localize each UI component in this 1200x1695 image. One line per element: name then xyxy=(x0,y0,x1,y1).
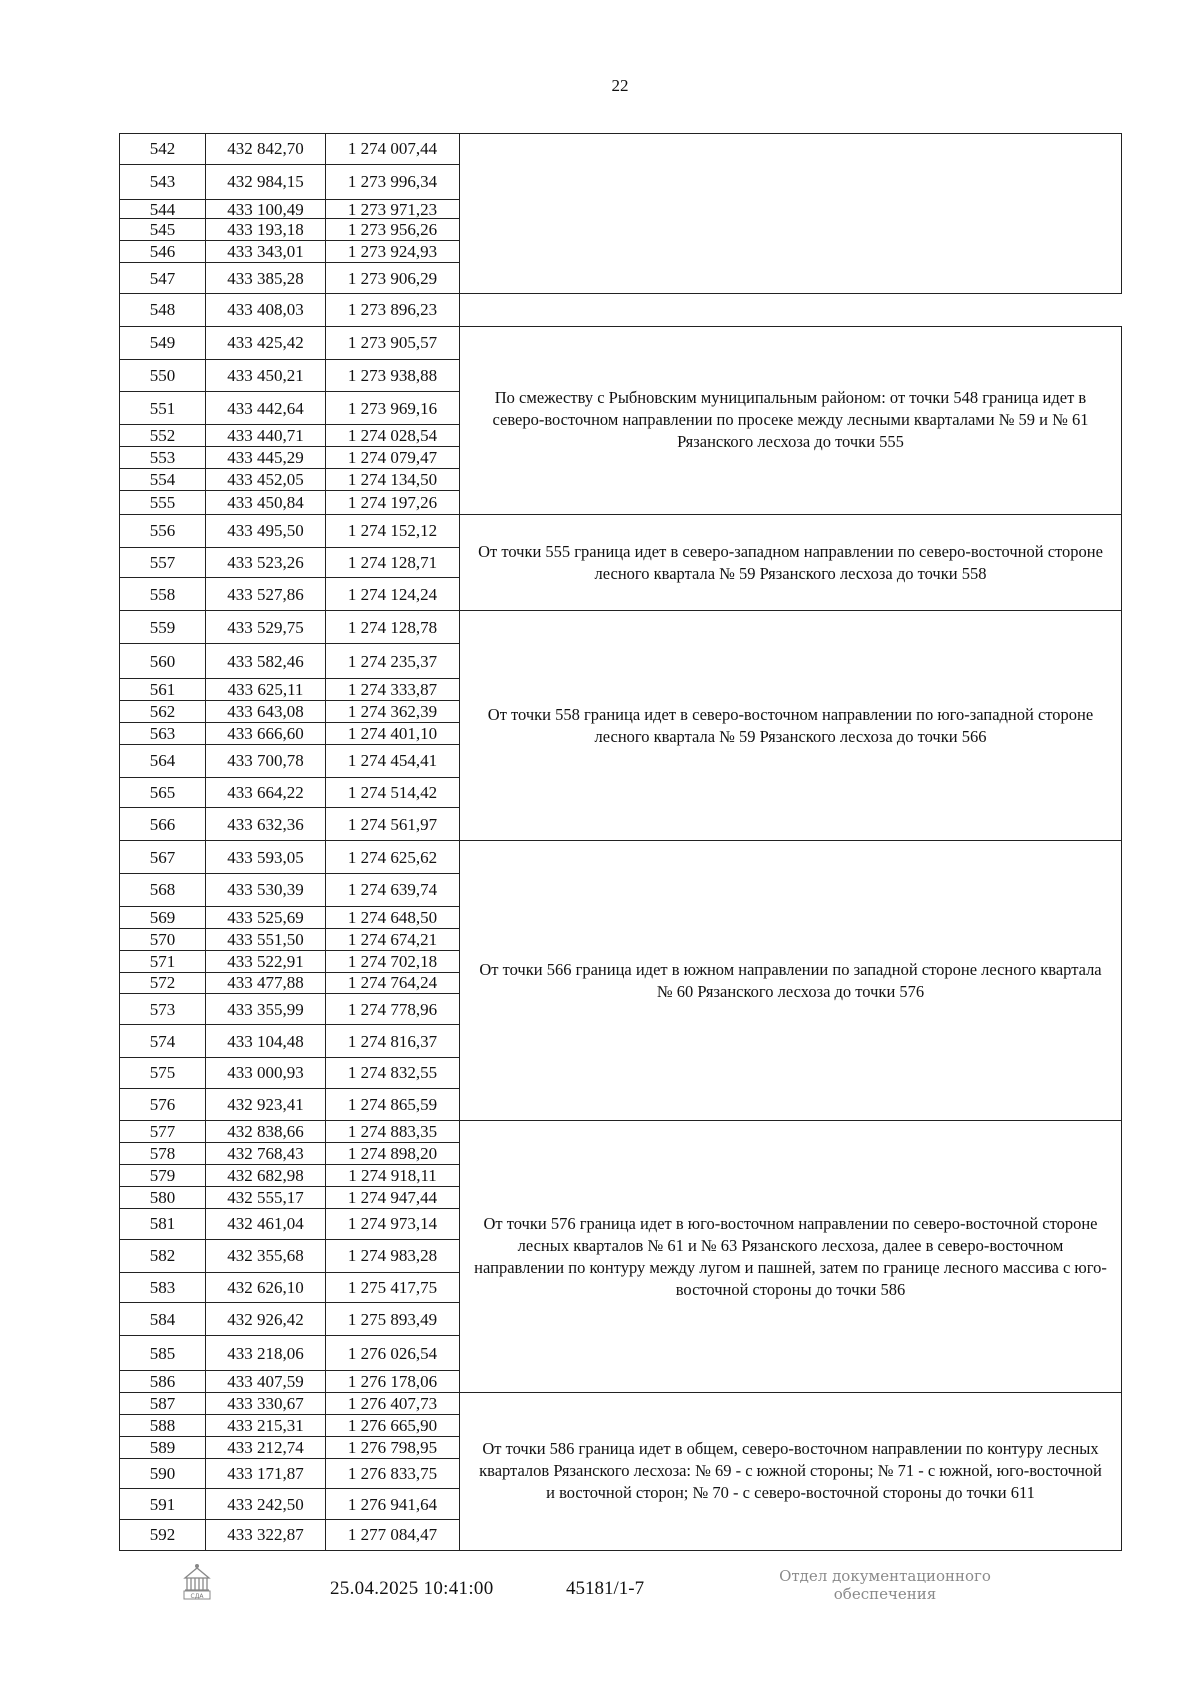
point-number-cell: 567 xyxy=(120,841,206,874)
y-coordinate-cell: 1 274 079,47 xyxy=(326,447,460,469)
point-number-cell: 570 xyxy=(120,928,206,950)
y-coordinate-cell: 1 274 007,44 xyxy=(326,134,460,165)
x-coordinate-cell: 433 477,88 xyxy=(206,972,326,994)
department-stamp: Отдел документационного обеспечения xyxy=(779,1567,991,1603)
point-number-cell: 585 xyxy=(120,1336,206,1371)
table-row xyxy=(120,514,1122,547)
y-coordinate-cell: 1 276 407,73 xyxy=(326,1392,460,1414)
point-number-cell: 584 xyxy=(120,1303,206,1336)
boundary-description-cell: От точки 558 граница идет в северо-восточном направлении по юго-западной стороне лесного квартала № 59 Рязанского лесхоза до точки 566 xyxy=(460,611,1122,841)
point-number-cell: 552 xyxy=(120,425,206,447)
y-coordinate-cell: 1 276 026,54 xyxy=(326,1336,460,1371)
coordinates-table xyxy=(119,133,1122,1551)
point-number-cell: 548 xyxy=(120,293,206,326)
point-number-cell: 576 xyxy=(120,1088,206,1121)
x-coordinate-cell: 433 193,18 xyxy=(206,219,326,241)
y-coordinate-cell: 1 274 514,42 xyxy=(326,777,460,808)
x-coordinate-cell: 433 385,28 xyxy=(206,263,326,294)
y-coordinate-cell: 1 273 969,16 xyxy=(326,392,460,425)
x-coordinate-cell: 433 530,39 xyxy=(206,874,326,907)
x-coordinate-cell: 432 682,98 xyxy=(206,1165,326,1187)
y-coordinate-cell: 1 276 798,95 xyxy=(326,1436,460,1458)
point-number-cell: 545 xyxy=(120,219,206,241)
boundary-description-cell: От точки 576 граница идет в юго-восточном направлении по северо-восточной стороне лесных кварталов № 61 и № 63 Рязанского лесхоза, далее в северо-восточном направлении по контуру между лугом и пашней, затем по границе лесного массива с юго-восточной стороны до точки 586 xyxy=(460,1121,1122,1392)
y-coordinate-cell: 1 273 906,29 xyxy=(326,263,460,294)
y-coordinate-cell: 1 273 971,23 xyxy=(326,199,460,219)
y-coordinate-cell: 1 274 639,74 xyxy=(326,874,460,907)
point-number-cell: 561 xyxy=(120,679,206,701)
table-row xyxy=(120,326,1122,359)
y-coordinate-cell: 1 274 134,50 xyxy=(326,468,460,490)
x-coordinate-cell: 432 555,17 xyxy=(206,1187,326,1209)
x-coordinate-cell: 433 215,31 xyxy=(206,1414,326,1436)
x-coordinate-cell: 432 355,68 xyxy=(206,1239,326,1272)
x-coordinate-cell: 433 527,86 xyxy=(206,578,326,611)
y-coordinate-cell: 1 274 764,24 xyxy=(326,972,460,994)
y-coordinate-cell: 1 274 898,20 xyxy=(326,1143,460,1165)
coordinates-table-wrapper xyxy=(119,133,1121,1551)
point-number-cell: 589 xyxy=(120,1436,206,1458)
x-coordinate-cell: 432 768,43 xyxy=(206,1143,326,1165)
x-coordinate-cell: 433 100,49 xyxy=(206,199,326,219)
point-number-cell: 549 xyxy=(120,326,206,359)
y-coordinate-cell: 1 274 983,28 xyxy=(326,1239,460,1272)
point-number-cell: 557 xyxy=(120,547,206,578)
point-number-cell: 558 xyxy=(120,578,206,611)
x-coordinate-cell: 432 838,66 xyxy=(206,1121,326,1143)
x-coordinate-cell: 433 218,06 xyxy=(206,1336,326,1371)
x-coordinate-cell: 433 442,64 xyxy=(206,392,326,425)
x-coordinate-cell: 433 355,99 xyxy=(206,994,326,1025)
x-coordinate-cell: 433 322,87 xyxy=(206,1519,326,1550)
point-number-cell: 550 xyxy=(120,359,206,392)
y-coordinate-cell: 1 273 938,88 xyxy=(326,359,460,392)
point-number-cell: 554 xyxy=(120,468,206,490)
y-coordinate-cell: 1 273 956,26 xyxy=(326,219,460,241)
page-number: 22 xyxy=(611,76,629,95)
y-coordinate-cell: 1 275 417,75 xyxy=(326,1272,460,1303)
y-coordinate-cell: 1 277 084,47 xyxy=(326,1519,460,1550)
x-coordinate-cell: 433 700,78 xyxy=(206,744,326,777)
point-number-cell: 591 xyxy=(120,1489,206,1520)
x-coordinate-cell: 433 643,08 xyxy=(206,701,326,723)
boundary-description-cell: По смежеству с Рыбновским муниципальным районом: от точки 548 граница идет в северо-восточном направлении по просеке между лесными кварталами № 59 и № 61 Рязанского лесхоза до точки 555 xyxy=(460,326,1122,514)
x-coordinate-cell: 433 104,48 xyxy=(206,1025,326,1058)
x-coordinate-cell: 433 212,74 xyxy=(206,1436,326,1458)
x-coordinate-cell: 433 593,05 xyxy=(206,841,326,874)
point-number-cell: 555 xyxy=(120,490,206,514)
point-number-cell: 560 xyxy=(120,644,206,679)
y-coordinate-cell: 1 276 178,06 xyxy=(326,1371,460,1393)
boundary-description-cell: От точки 586 граница идет в общем, северо-восточном направлении по контуру лесных кварталов Рязанского лесхоза: № 69 - с южной стороны; № 71 - с южной, юго-восточной и восточной сторон; № 70 - с северо-восточной стороны до точки 611 xyxy=(460,1392,1122,1550)
x-coordinate-cell: 433 000,93 xyxy=(206,1057,326,1088)
point-number-cell: 542 xyxy=(120,134,206,165)
x-coordinate-cell: 433 523,26 xyxy=(206,547,326,578)
y-coordinate-cell: 1 274 128,71 xyxy=(326,547,460,578)
footer-date: 25.04.2025 10:41:00 xyxy=(330,1578,494,1599)
y-coordinate-cell: 1 274 235,37 xyxy=(326,644,460,679)
x-coordinate-cell: 433 408,03 xyxy=(206,293,326,326)
y-coordinate-cell: 1 275 893,49 xyxy=(326,1303,460,1336)
table-row xyxy=(120,134,1122,165)
y-coordinate-cell: 1 274 454,41 xyxy=(326,744,460,777)
point-number-cell: 546 xyxy=(120,241,206,263)
y-coordinate-cell: 1 274 028,54 xyxy=(326,425,460,447)
point-number-cell: 575 xyxy=(120,1057,206,1088)
y-coordinate-cell: 1 274 883,35 xyxy=(326,1121,460,1143)
y-coordinate-cell: 1 274 197,26 xyxy=(326,490,460,514)
point-number-cell: 556 xyxy=(120,514,206,547)
x-coordinate-cell: 433 582,46 xyxy=(206,644,326,679)
boundary-description-cell xyxy=(460,134,1122,294)
point-number-cell: 581 xyxy=(120,1209,206,1240)
y-coordinate-cell: 1 274 152,12 xyxy=(326,514,460,547)
footer-document-number: 45181/1-7 xyxy=(566,1578,645,1599)
point-number-cell: 544 xyxy=(120,199,206,219)
y-coordinate-cell: 1 274 128,78 xyxy=(326,611,460,644)
y-coordinate-cell: 1 274 648,50 xyxy=(326,906,460,928)
x-coordinate-cell: 433 343,01 xyxy=(206,241,326,263)
x-coordinate-cell: 433 171,87 xyxy=(206,1458,326,1489)
point-number-cell: 586 xyxy=(120,1371,206,1393)
x-coordinate-cell: 433 450,21 xyxy=(206,359,326,392)
x-coordinate-cell: 433 529,75 xyxy=(206,611,326,644)
x-coordinate-cell: 433 242,50 xyxy=(206,1489,326,1520)
x-coordinate-cell: 432 626,10 xyxy=(206,1272,326,1303)
x-coordinate-cell: 432 842,70 xyxy=(206,134,326,165)
y-coordinate-cell: 1 274 362,39 xyxy=(326,701,460,723)
point-number-cell: 553 xyxy=(120,447,206,469)
point-number-cell: 577 xyxy=(120,1121,206,1143)
x-coordinate-cell: 433 625,11 xyxy=(206,679,326,701)
x-coordinate-cell: 433 495,50 xyxy=(206,514,326,547)
point-number-cell: 563 xyxy=(120,722,206,744)
table-row xyxy=(120,1392,1122,1414)
x-coordinate-cell: 433 450,84 xyxy=(206,490,326,514)
y-coordinate-cell: 1 274 865,59 xyxy=(326,1088,460,1121)
y-coordinate-cell: 1 273 924,93 xyxy=(326,241,460,263)
y-coordinate-cell: 1 274 918,11 xyxy=(326,1165,460,1187)
y-coordinate-cell: 1 274 674,21 xyxy=(326,928,460,950)
boundary-description-cell: От точки 555 граница идет в северо-западном направлении по северо-восточной стороне лесного квартала № 59 Рязанского лесхоза до точки 558 xyxy=(460,514,1122,610)
y-coordinate-cell: 1 274 625,62 xyxy=(326,841,460,874)
x-coordinate-cell: 433 445,29 xyxy=(206,447,326,469)
point-number-cell: 564 xyxy=(120,744,206,777)
point-number-cell: 592 xyxy=(120,1519,206,1550)
x-coordinate-cell: 433 666,60 xyxy=(206,722,326,744)
y-coordinate-cell: 1 274 401,10 xyxy=(326,722,460,744)
y-coordinate-cell: 1 273 896,23 xyxy=(326,293,460,326)
point-number-cell: 573 xyxy=(120,994,206,1025)
point-number-cell: 568 xyxy=(120,874,206,907)
y-coordinate-cell: 1 274 973,14 xyxy=(326,1209,460,1240)
point-number-cell: 587 xyxy=(120,1392,206,1414)
x-coordinate-cell: 433 551,50 xyxy=(206,928,326,950)
point-number-cell: 566 xyxy=(120,808,206,841)
x-coordinate-cell: 433 632,36 xyxy=(206,808,326,841)
x-coordinate-cell: 432 984,15 xyxy=(206,164,326,199)
y-coordinate-cell: 1 274 832,55 xyxy=(326,1057,460,1088)
table-row xyxy=(120,1121,1122,1143)
y-coordinate-cell: 1 274 561,97 xyxy=(326,808,460,841)
x-coordinate-cell: 433 425,42 xyxy=(206,326,326,359)
point-number-cell: 562 xyxy=(120,701,206,723)
x-coordinate-cell: 433 330,67 xyxy=(206,1392,326,1414)
point-number-cell: 579 xyxy=(120,1165,206,1187)
point-number-cell: 574 xyxy=(120,1025,206,1058)
y-coordinate-cell: 1 276 941,64 xyxy=(326,1489,460,1520)
point-number-cell: 547 xyxy=(120,263,206,294)
y-coordinate-cell: 1 273 905,57 xyxy=(326,326,460,359)
y-coordinate-cell: 1 273 996,34 xyxy=(326,164,460,199)
y-coordinate-cell: 1 274 124,24 xyxy=(326,578,460,611)
point-number-cell: 588 xyxy=(120,1414,206,1436)
point-number-cell: 551 xyxy=(120,392,206,425)
table-row xyxy=(120,611,1122,644)
x-coordinate-cell: 433 664,22 xyxy=(206,777,326,808)
point-number-cell: 543 xyxy=(120,164,206,199)
y-coordinate-cell: 1 274 333,87 xyxy=(326,679,460,701)
logo-text: СДА xyxy=(190,1593,204,1600)
point-number-cell: 572 xyxy=(120,972,206,994)
x-coordinate-cell: 433 522,91 xyxy=(206,950,326,972)
x-coordinate-cell: 433 407,59 xyxy=(206,1371,326,1393)
point-number-cell: 565 xyxy=(120,777,206,808)
organization-logo-icon xyxy=(175,1560,219,1604)
point-number-cell: 571 xyxy=(120,950,206,972)
point-number-cell: 559 xyxy=(120,611,206,644)
table-row xyxy=(120,293,1122,326)
point-number-cell: 583 xyxy=(120,1272,206,1303)
x-coordinate-cell: 433 525,69 xyxy=(206,906,326,928)
point-number-cell: 580 xyxy=(120,1187,206,1209)
x-coordinate-cell: 432 461,04 xyxy=(206,1209,326,1240)
y-coordinate-cell: 1 274 816,37 xyxy=(326,1025,460,1058)
table-row xyxy=(120,841,1122,874)
y-coordinate-cell: 1 276 665,90 xyxy=(326,1414,460,1436)
y-coordinate-cell: 1 274 947,44 xyxy=(326,1187,460,1209)
x-coordinate-cell: 432 926,42 xyxy=(206,1303,326,1336)
point-number-cell: 569 xyxy=(120,906,206,928)
point-number-cell: 578 xyxy=(120,1143,206,1165)
x-coordinate-cell: 433 452,05 xyxy=(206,468,326,490)
boundary-description-cell: От точки 566 граница идет в южном направлении по западной стороне лесного квартала № 60 Рязанского лесхоза до точки 576 xyxy=(460,841,1122,1121)
y-coordinate-cell: 1 276 833,75 xyxy=(326,1458,460,1489)
point-number-cell: 582 xyxy=(120,1239,206,1272)
point-number-cell: 590 xyxy=(120,1458,206,1489)
y-coordinate-cell: 1 274 702,18 xyxy=(326,950,460,972)
y-coordinate-cell: 1 274 778,96 xyxy=(326,994,460,1025)
x-coordinate-cell: 432 923,41 xyxy=(206,1088,326,1121)
x-coordinate-cell: 433 440,71 xyxy=(206,425,326,447)
